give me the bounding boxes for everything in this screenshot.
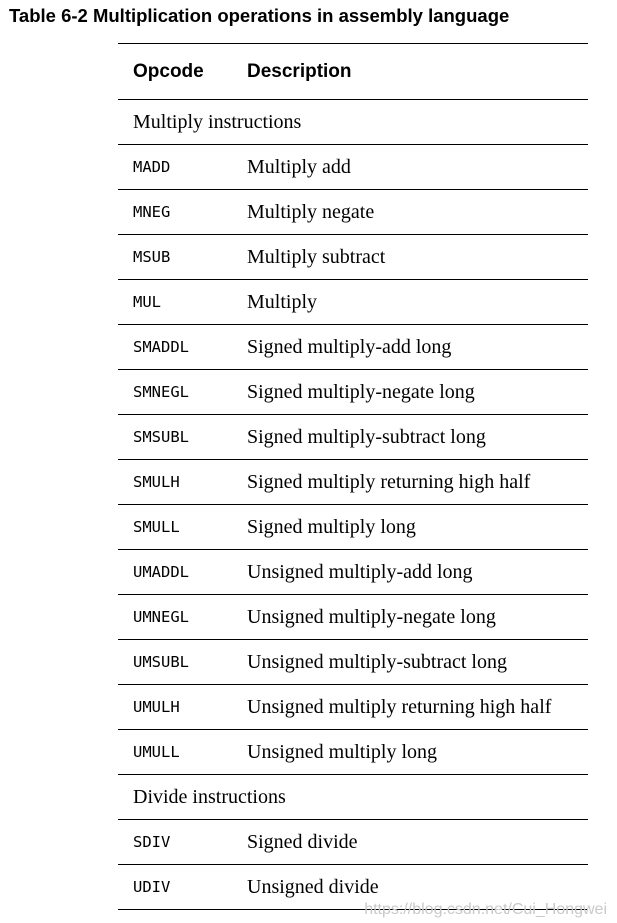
table-row	[118, 640, 588, 685]
description-cell: Unsigned multiply returning high half	[247, 695, 552, 718]
opcode-cell: SMNEGL	[133, 383, 189, 401]
opcode-cell: SDIV	[133, 833, 171, 851]
description-cell: Multiply subtract	[247, 245, 386, 268]
description-cell: Unsigned multiply long	[247, 740, 437, 763]
table-row	[118, 415, 588, 460]
description-cell: Multiply add	[247, 155, 351, 178]
description-cell: Signed multiply long	[247, 515, 416, 538]
table-row	[118, 550, 588, 595]
description-cell: Signed multiply-negate long	[247, 380, 475, 403]
table-row	[118, 280, 588, 325]
description-cell: Multiply negate	[247, 200, 375, 223]
opcode-cell: SMSUBL	[133, 428, 189, 446]
table-row	[118, 235, 588, 280]
header-description: Description	[247, 60, 352, 82]
watermark: https://blog.csdn.net/Cui_Hongwei	[364, 901, 607, 918]
table-row	[118, 685, 588, 730]
table-row	[118, 370, 588, 415]
section-title: Multiply instructions	[133, 110, 302, 133]
opcode-cell: SMADDL	[133, 338, 189, 356]
table-row	[118, 460, 588, 505]
description-cell: Multiply	[247, 290, 318, 313]
table-row	[118, 730, 588, 775]
opcode-table	[118, 43, 588, 910]
opcode-cell: SMULH	[133, 473, 180, 491]
opcode-cell: MNEG	[133, 203, 171, 221]
section-row	[118, 775, 588, 820]
table-row	[118, 595, 588, 640]
opcode-cell: UMULL	[133, 743, 180, 761]
opcode-cell: UMNEGL	[133, 608, 189, 626]
table-row	[118, 505, 588, 550]
table-body	[118, 100, 588, 910]
description-cell: Signed multiply-add long	[247, 335, 452, 358]
table-header-row	[118, 44, 588, 100]
table-row	[118, 325, 588, 370]
section-row	[118, 100, 588, 145]
opcode-cell: UDIV	[133, 878, 171, 896]
opcode-cell: SMULL	[133, 518, 180, 536]
opcode-cell: MUL	[133, 293, 161, 311]
table-row	[118, 190, 588, 235]
opcode-cell: UMSUBL	[133, 653, 189, 671]
description-cell: Signed multiply returning high half	[247, 470, 531, 493]
description-cell: Signed multiply-subtract long	[247, 425, 486, 448]
description-cell: Signed divide	[247, 830, 358, 853]
section-title: Divide instructions	[133, 785, 286, 808]
table-row	[118, 820, 588, 865]
opcode-cell: MSUB	[133, 248, 171, 266]
description-cell: Unsigned multiply-add long	[247, 560, 473, 583]
table-caption: Table 6-2 Multiplication operations in assembly language	[9, 5, 510, 26]
header-opcode: Opcode	[133, 60, 204, 82]
opcode-cell: MADD	[133, 158, 171, 176]
opcode-cell: UMADDL	[133, 563, 189, 581]
description-cell: Unsigned multiply-subtract long	[247, 650, 507, 673]
description-cell: Unsigned multiply-negate long	[247, 605, 496, 628]
description-cell: Unsigned divide	[247, 875, 379, 898]
table-row	[118, 145, 588, 190]
opcode-cell: UMULH	[133, 698, 180, 716]
